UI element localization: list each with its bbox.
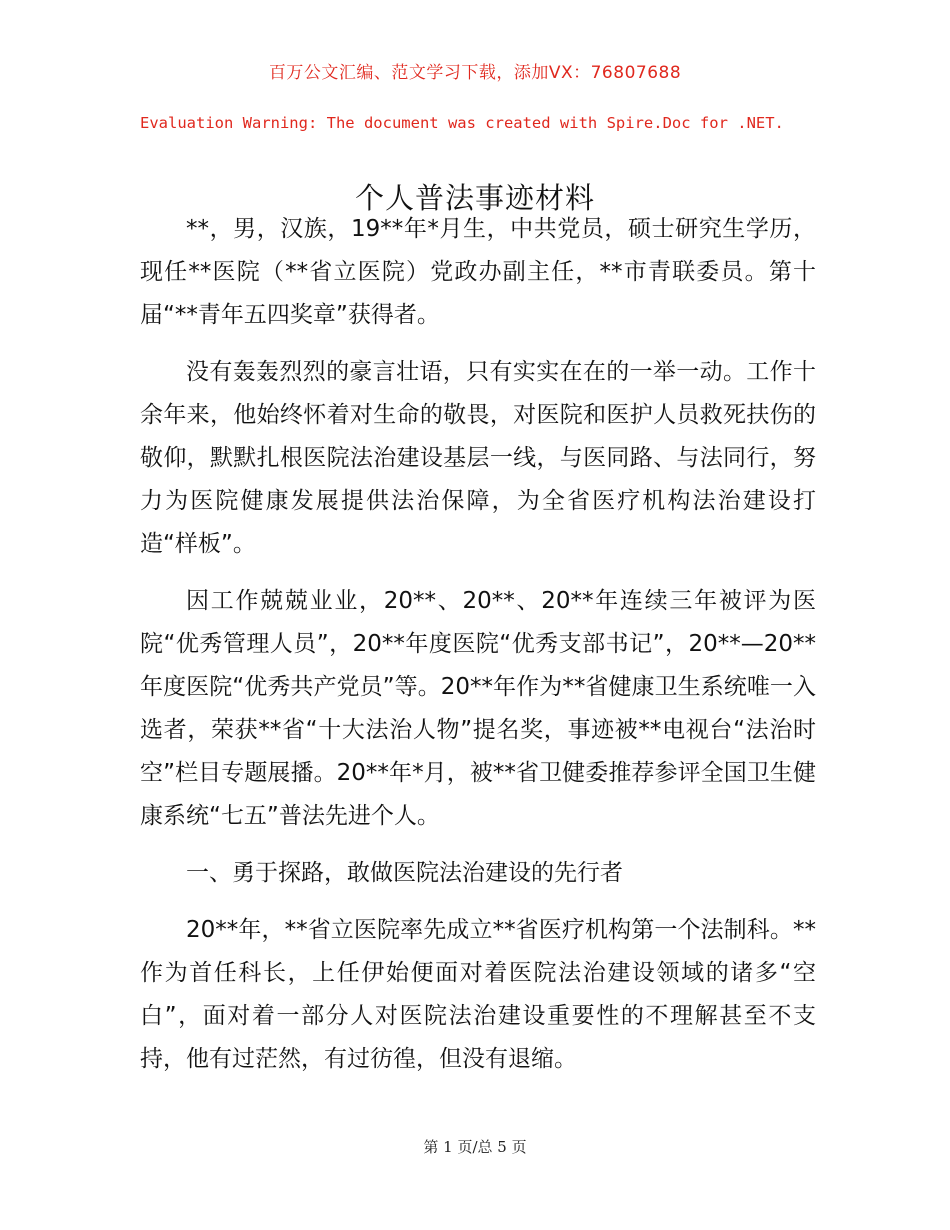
paragraph-summary: 没有轰轰烈烈的豪言壮语，只有实实在在的一举一动。工作十余年来，他始终怀着对生命的敬畏，对医院和医护人员救死扶伤的敬仰，默默扎根医院法治建设基层一线，与医同路、与法同行，努力为医院健康发展提供法治保障，为全省医疗机构法治建设打造“样板”。 <box>140 359 816 557</box>
paragraph-intro: **，男，汉族，19**年*月生，中共党员，硕士研究生学历，现任**医院（**省立医院）党政办副主任，**市青联委员。第十届“**青年五四奖章”获得者。 <box>140 216 816 328</box>
paragraph-honors: 因工作兢兢业业，20**、20**、20**年连续三年被评为医院“优秀管理人员”，20**年度医院“优秀支部书记”，20**—20**年度医院“优秀共产党员”等。20**年作为**省健康卫生系统唯一入选者，荣获**省“十大法治人物”提名奖，事迹被**电视台“法治时空”栏目专题展播。20**年*月，被**省卫健委推荐参评全国卫生健康系统“七五”普法先进个人。 <box>140 588 816 829</box>
header-banner: 百万公文汇编、范文学习下载，添加VX：76807688 <box>268 63 682 83</box>
page-indicator: 第 1 页/总 5 页 <box>423 1138 527 1156</box>
paragraph-section-one: 20**年，**省立医院率先成立**省医疗机构第一个法制科。**作为首任科长，上任伊始便面对着医院法治建设领域的诸多“空白”，面对着一部分人对医院法治建设重要性的不理解甚至不支持，他有过茫然，有过彷徨，但没有退缩。 <box>140 917 816 1072</box>
section-heading: 一、勇于探路，敢做医院法治建设的先行者 <box>186 860 623 886</box>
evaluation-warning: Evaluation Warning: The document was created with Spire.Doc for .NET. <box>140 114 784 132</box>
document-title: 个人普法事迹材料 <box>354 181 595 216</box>
document-body <box>140 208 816 1095</box>
